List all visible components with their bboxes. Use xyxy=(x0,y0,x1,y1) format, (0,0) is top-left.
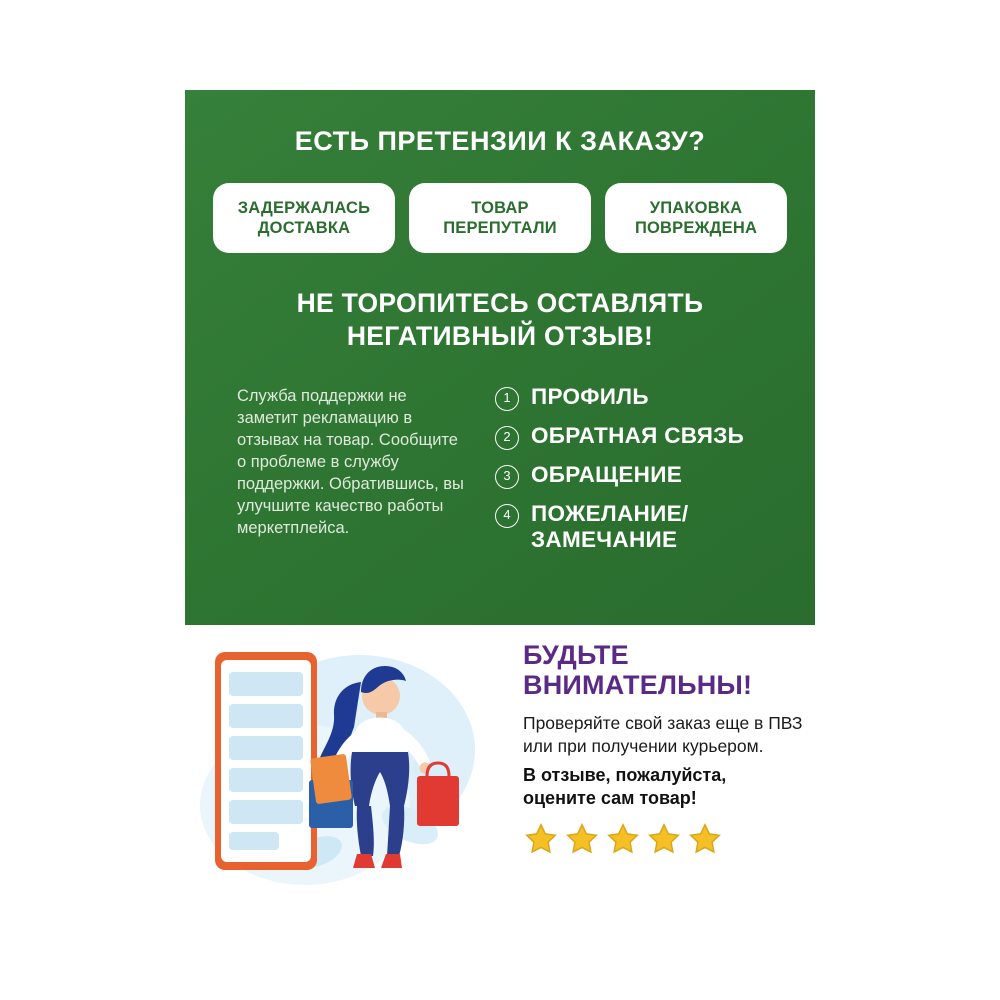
step-item-profile xyxy=(495,384,777,411)
step-number-badge: 2 xyxy=(495,426,519,450)
star-icon[interactable] xyxy=(605,821,641,857)
subheadline-line1: НЕ ТОРОПИТЕСЬ ОСТАВЛЯТЬ xyxy=(296,288,704,319)
bottom-section xyxy=(185,630,815,900)
step-item-wish-remark xyxy=(495,501,777,554)
step-number-badge: 4 xyxy=(495,504,519,528)
step-number-badge: 1 xyxy=(495,387,519,411)
chip-label-line1: УПАКОВКА xyxy=(649,199,743,217)
claim-chip-delivery-delayed xyxy=(213,183,395,253)
star-icon[interactable] xyxy=(564,821,600,857)
step-label xyxy=(531,501,688,554)
claim-chip-damaged-package xyxy=(605,183,787,253)
step-label xyxy=(531,462,682,489)
steps-list xyxy=(495,382,777,566)
step-item-request xyxy=(495,462,777,489)
subheadline-line2: НЕГАТИВНЫЙ ОТЗЫВ! xyxy=(346,320,654,351)
check-order-text: Проверяйте свой заказ еще в ПВЗ или при получении курьером. xyxy=(523,713,803,757)
review-request-line2: оцените сам товар! xyxy=(523,788,697,809)
green-claim-panel xyxy=(185,90,815,625)
chip-label-line2: ПОВРЕЖДЕНА xyxy=(634,219,758,238)
step-label xyxy=(531,384,649,411)
chip-label-line2: ДОСТАВКА xyxy=(257,219,351,238)
chip-label-line1: ЗАДЕРЖАЛАСЬ xyxy=(237,199,371,217)
step-label-line1: ПРОФИЛЬ xyxy=(531,383,649,409)
step-label-line1: ПОЖЕЛАНИЕ/ xyxy=(531,500,689,526)
support-description: Служба поддержки не заметит рекламацию в отзывах на товар. Сообщите о проблеме в службу поддержки. Обратившись, вы улучшите качество работы меркетплейса. xyxy=(237,386,464,537)
panel-lower-row xyxy=(185,382,815,566)
step-label-line1: ОБРАТНАЯ СВЯЗЬ xyxy=(531,422,745,448)
step-label-line1: ОБРАЩЕНИЕ xyxy=(531,461,683,487)
step-item-feedback xyxy=(495,423,777,450)
step-label xyxy=(531,423,744,450)
star-icon[interactable] xyxy=(687,821,723,857)
chip-label-line1: ТОВАР xyxy=(471,199,529,217)
review-request-line1: В отзыве, пожалуйста, xyxy=(523,764,727,785)
claim-chip-wrong-item xyxy=(409,183,591,253)
bottom-text-block xyxy=(515,630,815,900)
be-careful-title xyxy=(523,640,815,700)
step-number-badge: 3 xyxy=(495,465,519,489)
shopping-woman-illustration xyxy=(185,630,515,900)
step-label-line2: ЗАМЕЧАНИЕ xyxy=(531,527,678,553)
claim-chip-list xyxy=(185,183,815,253)
page-title: ЕСТЬ ПРЕТЕНЗИИ К ЗАКАЗУ? xyxy=(294,126,706,156)
be-careful-line2: ВНИМАТЕЛЬНЫ! xyxy=(523,670,753,701)
illustration-svg xyxy=(185,630,515,900)
chip-label-line2: ПЕРЕПУТАЛИ xyxy=(443,219,557,238)
star-rating[interactable] xyxy=(523,821,815,857)
review-request-text xyxy=(523,764,815,811)
subheadline xyxy=(185,287,815,352)
be-careful-line1: БУДЬТЕ xyxy=(523,640,629,670)
star-icon[interactable] xyxy=(523,821,559,857)
star-icon[interactable] xyxy=(646,821,682,857)
